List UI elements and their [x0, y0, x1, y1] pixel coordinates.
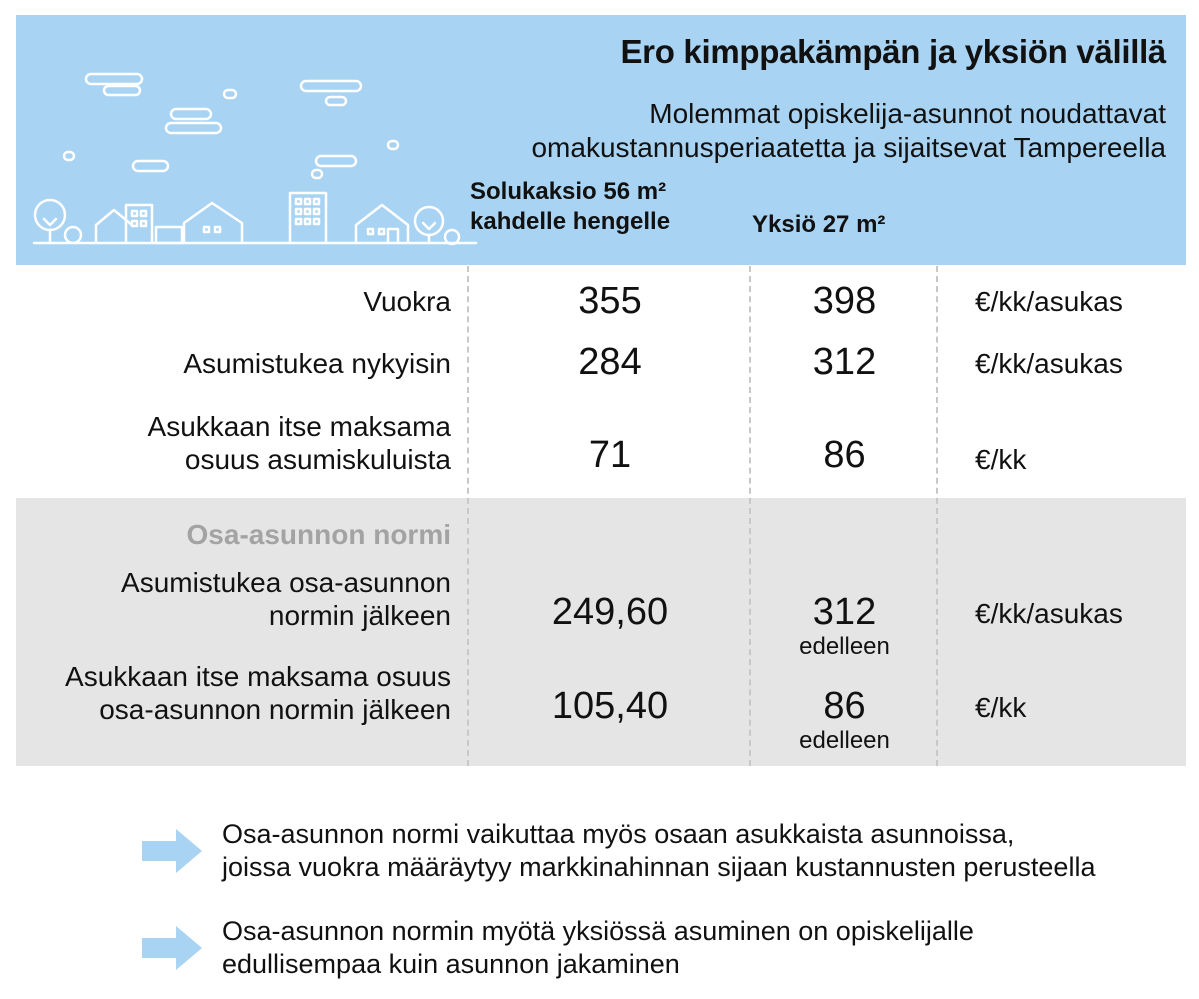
value-yksio-norm-asumistuki: 312 — [812, 591, 877, 633]
note-text — [222, 915, 974, 981]
value-note-edelleen: edelleen — [799, 633, 890, 660]
row-label-line: normin jälkeen — [268, 600, 451, 631]
column-header-line: Solukaksio 56 m² — [470, 178, 667, 205]
value-yksio-omavastuu: 86 — [823, 434, 866, 476]
norm-section-heading: Osa-asunnon normi — [186, 519, 451, 550]
subtitle-line: omakustannusperiaatetta ja sijaitsevat Tampereella — [531, 132, 1166, 163]
value-solukaksio-norm-omavastuu: 105,40 — [551, 685, 669, 727]
unit-norm-asumistuki: €/kk/asukas — [975, 598, 1123, 629]
value-note-edelleen: edelleen — [799, 727, 890, 754]
subtitle — [531, 97, 1166, 165]
note-item — [140, 818, 1095, 884]
value-solukaksio-asumistuki: 284 — [578, 341, 642, 383]
row-label-line: Asukkaan itse maksama — [147, 411, 451, 442]
note-text — [222, 818, 1095, 884]
value-yksio-norm-omavastuu: 86 — [823, 685, 866, 727]
row-label-asumistuki: Asumistukea nykyisin — [183, 348, 451, 379]
unit-vuokra: €/kk/asukas — [975, 286, 1123, 317]
note-line: joissa vuokra määräytyy markkinahinnan sijaan kustannusten perusteella — [222, 852, 1096, 882]
city-skyline-illustration — [16, 15, 486, 265]
arrow-right-icon — [140, 924, 204, 972]
row-label-omavastuu — [148, 410, 451, 476]
note-item — [140, 915, 974, 981]
unit-omavastuu: €/kk — [975, 444, 1027, 475]
row-label-line: Asumistukea osa-asunnon — [121, 567, 451, 598]
row-label-line: osuus asumiskuluista — [184, 444, 451, 475]
row-label-line: Asukkaan itse maksama osuus — [65, 661, 451, 692]
note-line: edullisempaa kuin asunnon jakaminen — [222, 949, 680, 979]
column-header-line: kahdelle hengelle — [470, 208, 671, 235]
row-label-line: osa-asunnon normin jälkeen — [99, 694, 451, 725]
value-yksio-asumistuki: 312 — [812, 341, 877, 383]
column-header-yksio: Yksiö 27 m² — [752, 211, 886, 238]
row-label-norm-asumistuki — [121, 566, 451, 632]
arrow-right-icon — [140, 827, 204, 875]
unit-norm-omavastuu: €/kk — [975, 692, 1027, 723]
page-title: Ero kimppakämpän ja yksiön välillä — [620, 33, 1166, 70]
value-solukaksio-norm-asumistuki: 249,60 — [551, 591, 669, 633]
note-line: Osa-asunnon normin myötä yksiössä asuminen on opiskelijalle — [222, 916, 974, 946]
unit-asumistuki: €/kk/asukas — [975, 348, 1123, 379]
row-label-norm-omavastuu — [65, 660, 451, 726]
column-header-solukaksio — [470, 177, 670, 237]
value-yksio-vuokra: 398 — [812, 280, 877, 322]
column-divider — [467, 266, 469, 766]
note-line: Osa-asunnon normi vaikuttaa myös osaan asukkaista asunnoissa, — [222, 819, 1015, 849]
subtitle-line: Molemmat opiskelija-asunnot noudattavat — [649, 98, 1166, 129]
value-solukaksio-omavastuu: 71 — [588, 434, 632, 476]
value-solukaksio-vuokra: 355 — [578, 280, 642, 322]
row-label-vuokra: Vuokra — [363, 286, 451, 317]
